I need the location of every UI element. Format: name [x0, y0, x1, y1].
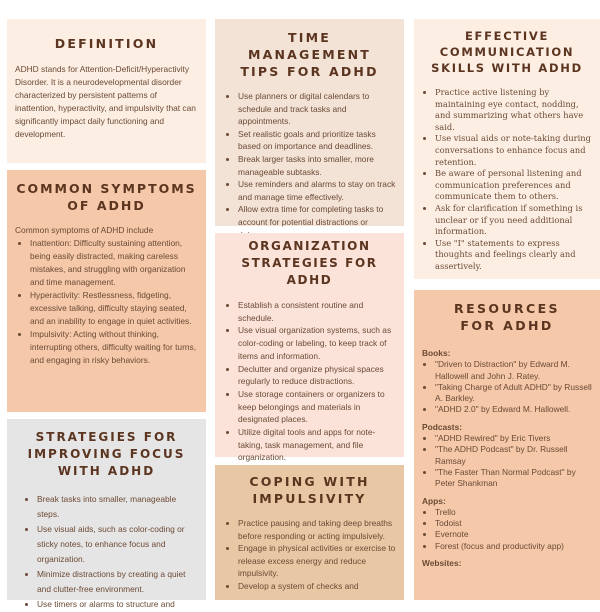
symptoms-list [15, 237, 198, 367]
list-item: • Evernote [435, 529, 592, 540]
focus-list [15, 492, 198, 612]
definition-body: ADHD stands for Attention-Deficit/Hyperactivity Disorder. It is a neurodevelopmental disorder characterized by persistent patterns of inattention, hyperactivity, and impulsivity that can significantly impact daily functioning and development. [15, 64, 196, 139]
list-item: • Use planners or digital calendars to schedule and track tasks and appointments. [238, 90, 396, 128]
list-item: • Break tasks into smaller, manageable steps. [37, 492, 198, 522]
resources-title: RESOURCES FOR ADHD [454, 301, 560, 333]
podcasts-label: Podcasts: [422, 421, 463, 432]
list-item: • Establish a consistent routine and schedule. [238, 299, 396, 324]
symptoms-card [7, 170, 206, 412]
list-item: • Allow extra time for completing tasks to account for potential distractions or [238, 203, 396, 241]
resources-body [422, 348, 592, 569]
communication-title: EFFECTIVE COMMUNICATION SKILLS WITH ADHD [431, 29, 583, 75]
list-item: • Use "I" statements to express thoughts and feelings clearly and assertively. [435, 238, 592, 273]
impulsivity-list [223, 517, 396, 593]
list-item: • Inattention: Difficulty sustaining attention, being easily distracted, making careless mistakes, and struggling with organization and time management. [30, 237, 198, 289]
list-item: • Set realistic goals and prioritize tasks based on importance and deadlines. [238, 128, 396, 153]
list-item: • Trello [435, 507, 592, 518]
list-item: • "The ADHD Podcast" by Dr. Russell Ramsay [435, 444, 592, 467]
list-item: • Todoist [435, 518, 592, 529]
list-item: • Impulsivity: Acting without thinking, interrupting others, difficulty waiting for turns, and engaging in risky behaviors. [30, 328, 198, 367]
websites-label: Websites: [422, 558, 462, 569]
communication-card [414, 19, 600, 279]
organization-list [223, 299, 396, 464]
list-item: • Use timers or alarms to structure and [37, 597, 198, 612]
list-item: • "Driven to Distraction" by Edward M. Hallowell and John J. Ratey. [435, 359, 592, 382]
list-item: • Use storage containers or organizers to keep belongings and materials in designated places. [238, 388, 396, 426]
list-item: • Practice active listening by maintaining eye contact, nodding, and summarizing what others have said. [435, 87, 592, 133]
list-item: • Be aware of personal listening and communication preferences and communicate them to others. [435, 168, 592, 203]
list-item: • Utilize digital tools and apps for note-taking, task management, and file organization. [238, 426, 396, 464]
definition-card [7, 19, 206, 163]
apps-label: Apps: [422, 495, 446, 506]
list-item: • "ADHD Rewired" by Eric Tivers [435, 433, 592, 444]
communication-list [422, 87, 592, 273]
podcasts-list [422, 433, 592, 489]
organization-title: ORGANIZATION STRATEGIES FOR ADHD [241, 239, 378, 287]
time-card [215, 19, 404, 226]
apps-list [422, 507, 592, 552]
list-item: • Develop a system of checks and [238, 580, 396, 593]
list-item: • Break larger tasks into smaller, more manageable subtasks. [238, 153, 396, 178]
books-list [422, 359, 592, 415]
list-item: • Forest (focus and productivity app) [435, 541, 592, 552]
list-item: • Ask for clarification if something is unclear or if you need additional information. [435, 203, 592, 238]
list-item: • Minimize distractions by creating a quiet and clutter-free environment. [37, 567, 198, 597]
list-item: • Use visual aids or note-taking during conversations to enhance focus and retention. [435, 133, 592, 168]
list-item: • Practice pausing and taking deep breaths before responding or acting impulsively. [238, 517, 396, 542]
symptoms-intro: Common symptoms of ADHD include [15, 225, 154, 235]
definition-title: DEFINITION [54, 36, 159, 51]
impulsivity-title: COPING WITH IMPULSIVITY [249, 474, 370, 506]
list-item: • "ADHD 2.0" by Edward M. Hallowell. [435, 404, 592, 415]
list-item: • Use reminders and alarms to stay on track and manage time effectively. [238, 178, 396, 203]
list-item: • Declutter and organize physical spaces regularly to reduce distractions. [238, 363, 396, 388]
organization-card [215, 233, 404, 463]
list-item: • Use visual organization systems, such as color-coding or labeling, to keep track of items and information. [238, 324, 396, 362]
focus-title: STRATEGIES FOR IMPROVING FOCUS WITH ADHD [27, 430, 186, 478]
resources-card [414, 290, 600, 600]
list-item: • "Taking Charge of Adult ADHD" by Russell A. Barkley. [435, 382, 592, 405]
list-item: • Use visual aids, such as color-coding or sticky notes, to enhance focus and organization. [37, 522, 198, 567]
time-title: TIME MANAGEMENT TIPS FOR ADHD [240, 30, 379, 79]
focus-card [7, 419, 206, 609]
list-item: • Hyperactivity: Restlessness, fidgeting, excessive talking, difficulty staying seated, and an inability to engage in quiet activities. [30, 289, 198, 328]
time-list [223, 90, 396, 241]
list-item: • "The Faster Than Normal Podcast" by Peter Shankman [435, 467, 592, 490]
symptoms-title: COMMON SYMPTOMS OF ADHD [16, 181, 197, 213]
impulsivity-card [215, 465, 404, 600]
books-label: Books: [422, 348, 451, 358]
list-item: • Engage in physical activities or exercise to release excess energy and reduce impulsivity. [238, 542, 396, 580]
